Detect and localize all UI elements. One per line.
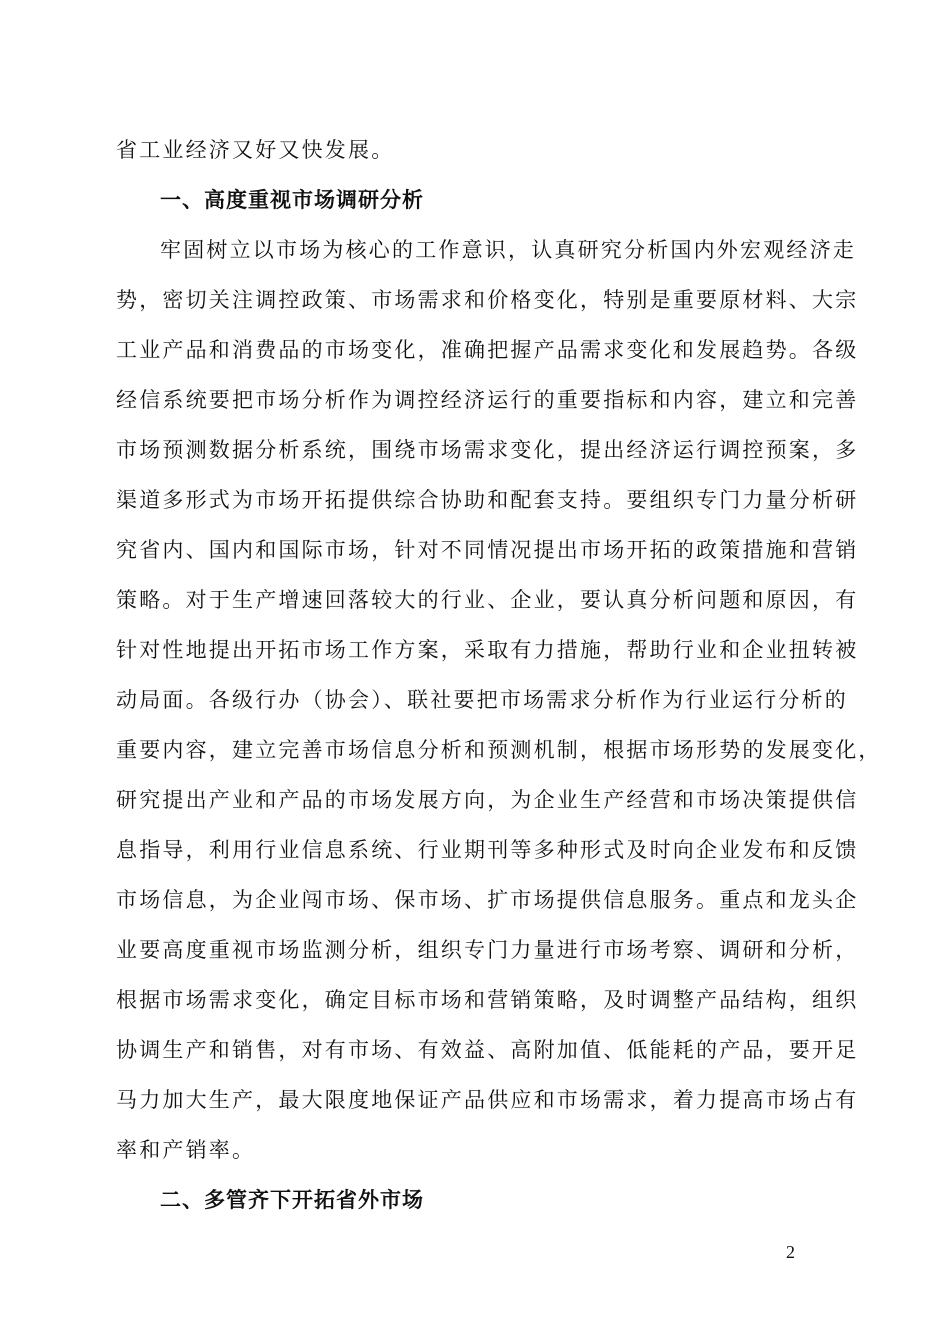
text-line: 重要内容，建立完善市场信息分析和预测机制，根据市场形势的发展变化， [116,738,882,762]
text-line: 势，密切关注调控政策、市场需求和价格变化，特别是重要原材料、大宗 [116,288,859,312]
text-line: 率和产销率。 [116,1138,256,1162]
text-line: 究省内、国内和国际市场，针对不同情况提出市场开拓的政策措施和营销 [116,538,859,562]
text-line: 针对性地提出开拓市场工作方案，采取有力措施，帮助行业和企业扭转被 [116,638,859,662]
text-line: 协调生产和销售，对有市场、有效益、高附加值、低能耗的产品，要开足 [116,1038,859,1062]
text-line: 马力加大生产，最大限度地保证产品供应和市场需求，着力提高市场占有 [116,1088,859,1112]
text-line: 牢固树立以市场为核心的工作意识，认真研究分析国内外宏观经济走 [160,238,856,262]
section-heading: 一、高度重视市场调研分析 [160,188,424,212]
text-line: 市场信息，为企业闯市场、保市场、扩市场提供信息服务。重点和龙头企 [116,888,859,912]
text-line: 息指导，利用行业信息系统、行业期刊等多种形式及时向企业发布和反馈 [116,838,859,862]
text-line: 市场预测数据分析系统，围绕市场需求变化，提出经济运行调控预案，多 [116,438,859,462]
text-line: 经信系统要把市场分析作为调控经济运行的重要指标和内容，建立和完善 [116,388,859,412]
section-heading: 二、多管齐下开拓省外市场 [160,1188,424,1212]
text-line: 研究提出产业和产品的市场发展方向，为企业生产经营和市场决策提供信 [116,788,859,812]
page-number: 2 [786,1242,795,1262]
text-line: 业要高度重视市场监测分析，组织专门力量进行市场考察、调研和分析， [116,938,859,962]
text-line: 动局面。各级行办（协会）、联社要把市场需求分析作为行业运行分析的 [116,688,848,712]
text-line: 渠道多形式为市场开拓提供综合协助和配套支持。要组织专门力量分析研 [116,488,859,512]
text-line: 根据市场需求变化，确定目标市场和营销策略，及时调整产品结构，组织 [116,988,859,1012]
text-line: 策略。对于生产增速回落较大的行业、企业，要认真分析问题和原因，有 [116,588,859,612]
text-line: 省工业经济又好又快发展。 [116,138,395,162]
text-line: 工业产品和消费品的市场变化，准确把握产品需求变化和发展趋势。各级 [116,338,859,362]
